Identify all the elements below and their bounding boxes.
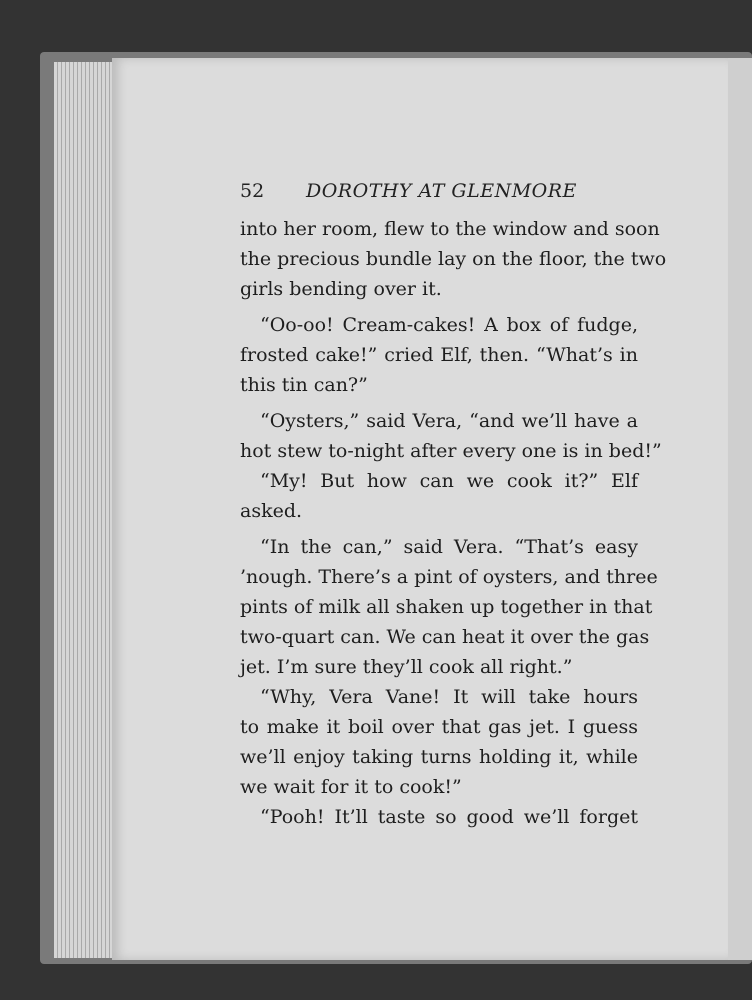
text-line: “Oo-oo! Cream-cakes! A box of fudge, [260, 314, 638, 336]
text-line: two-quart can. We can heat it over the gas [240, 626, 650, 648]
text-line: “Oysters,” said Vera, “and we’ll have a [260, 410, 638, 432]
text-line: “In the can,” said Vera. “That’s easy [260, 536, 638, 558]
text-line: the precious bundle lay on the floor, the two [240, 248, 667, 270]
text-line: “My! But how can we cook it?” Elf [260, 470, 638, 492]
book-title: DOROTHY AT GLENMORE [306, 180, 577, 202]
text-line: “Pooh! It’ll taste so good we’ll forget [260, 806, 638, 828]
text-line: into her room, flew to the window and soon [240, 218, 660, 240]
page-number: 52 [240, 180, 265, 202]
text-line: to make it boil over that gas jet. I guess [240, 716, 638, 738]
body-text [240, 214, 667, 832]
text-line: frosted cake!” cried Elf, then. “What’s in [240, 344, 638, 366]
text-line: we wait for it to cook!” [240, 776, 462, 798]
facing-page-edge [728, 58, 752, 960]
text-line: ’nough. There’s a pint of oysters, and three [240, 566, 658, 588]
text-line: jet. I’m sure they’ll cook all right.” [240, 656, 573, 678]
text-line: “Why, Vera Vane! It will take hours [260, 686, 638, 708]
text-line: asked. [240, 500, 303, 522]
text-line: we’ll enjoy taking turns holding it, while [240, 746, 638, 768]
text-line: hot stew to-night after every one is in bed!” [240, 440, 662, 462]
text-line: pints of milk all shaken up together in that [240, 596, 653, 618]
text-line: girls bending over it. [240, 278, 442, 300]
running-head [240, 180, 640, 206]
text-line: this tin can?” [240, 374, 368, 396]
